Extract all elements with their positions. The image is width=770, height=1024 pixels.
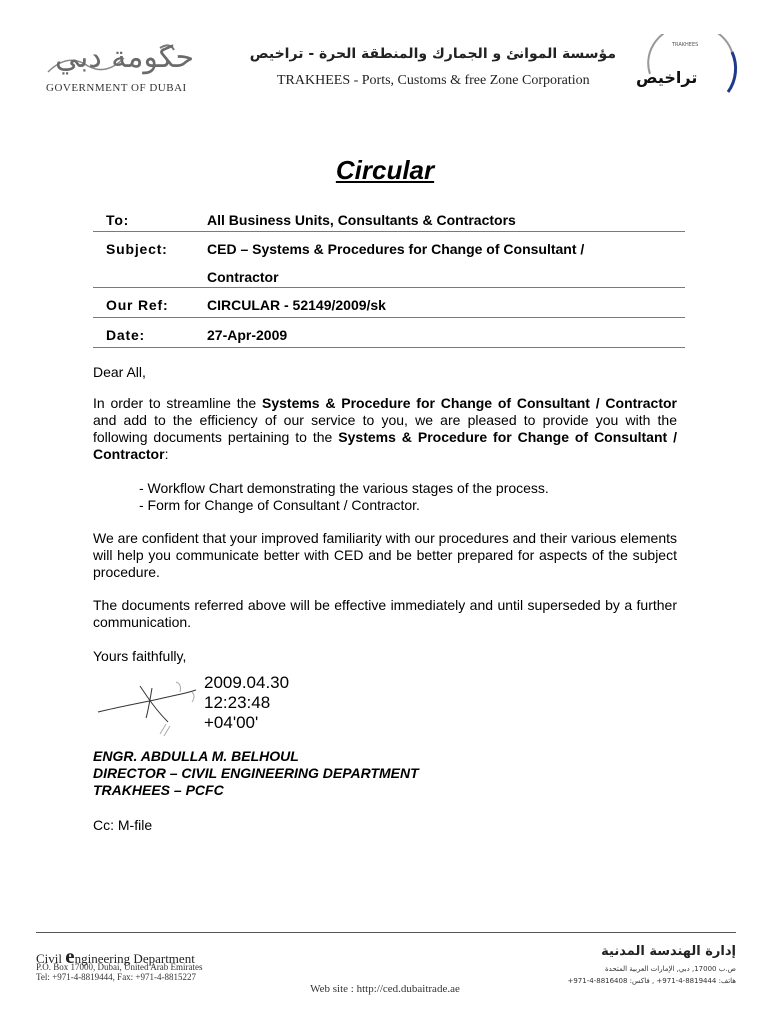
ref-value: CIRCULAR - 52149/2009/sk (207, 297, 386, 313)
p1-bold-b: Systems & Procedure for Change of Consultant / Contractor (93, 429, 677, 462)
handwritten-signature (92, 672, 202, 742)
date-label: Date: (106, 327, 146, 343)
footer-dept-e: e (65, 944, 75, 968)
closing: Yours faithfully, (93, 648, 187, 664)
info-row-subject (93, 231, 685, 288)
info-row-date (93, 317, 685, 348)
gov-arabic-wordmark: حكومة دبي (55, 40, 195, 75)
p1-text-a: In order to streamline the (93, 395, 262, 411)
signature-time: 12:23:48 (204, 693, 271, 712)
paragraph-3: The documents referred above will be effective immediately and until superseded by a further communication. (93, 597, 677, 630)
footer-arabic-address: ص.ب 17000, دبي, الإمارات العربية المتحدة (604, 965, 736, 973)
info-row-to (93, 209, 685, 232)
subject-label: Subject: (106, 241, 168, 257)
subject-line-2: Contractor (207, 269, 279, 285)
paragraph-1 (93, 395, 677, 463)
p1-text-c: : (164, 446, 169, 462)
footer-dept-rest: ngineering Department (74, 951, 195, 966)
ref-label: Our Ref: (106, 297, 169, 313)
trakhees-logo-arabic: تراخيص (636, 68, 698, 87)
list-item-workflow: - Workflow Chart demonstrating the various stages of the process. (139, 480, 549, 496)
gov-name: GOVERNMENT OF DUBAI (46, 82, 187, 94)
salutation: Dear All, (93, 364, 146, 380)
date-value: 27-Apr-2009 (207, 327, 288, 343)
footer-dept-civil: Civil (36, 951, 66, 966)
trakhees-english-name: TRAKHEES - Ports, Customs & free Zone Corporation (277, 73, 590, 88)
footer-divider (36, 932, 736, 933)
footer-arabic-department: إدارة الهندسة المدنية (601, 944, 736, 959)
to-value: All Business Units, Consultants & Contractors (207, 212, 516, 228)
trakhees-arabic-name: مؤسسة الموانئ و الجمارك والمنطقة الحرة - تراخيص (249, 46, 616, 62)
cc-line: Cc: M-file (93, 817, 153, 833)
subject-line-1: CED – Systems & Procedures for Change of Consultant / (207, 241, 585, 257)
info-row-ref (93, 287, 685, 318)
p1-text-b: and add to the efficiency of our service to you, we are pleased to provide you with the following documents pertaining to the (93, 412, 677, 445)
footer-arabic-tel: هاتف: 8819444-4-971+ , فاكس: 8816408-4-971+ (567, 977, 736, 985)
footer-website[interactable]: Web site : http://ced.dubaitrade.ae (310, 983, 460, 995)
signature-date: 2009.04.30 (204, 673, 290, 692)
list-item-form: - Form for Change of Consultant / Contractor. (139, 497, 420, 513)
page-title: Circular (335, 155, 435, 185)
to-label: To: (106, 212, 130, 228)
digital-signature-stamp (204, 673, 289, 733)
signature-timezone: +04'00' (204, 713, 259, 732)
signatory-title: DIRECTOR – CIVIL ENGINEERING DEPARTMENT (93, 765, 419, 781)
footer-tel: Tel: +971-4-8819444, Fax: +971-4-8815227 (36, 972, 197, 982)
p1-bold-a: Systems & Procedure for Change of Consultant / Contractor (262, 395, 677, 411)
signatory-org: TRAKHEES – PCFC (93, 782, 224, 798)
paragraph-2: We are confident that your improved familiarity with our procedures and their various elements will help you communicate better with CED and be better prepared for aspects of the subject procedure. (93, 530, 677, 580)
signatory-name: ENGR. ABDULLA M. BELHOUL (93, 748, 299, 764)
footer-address: P.O. Box 17000, Dubai, United Arab Emirates (36, 962, 203, 972)
logo-small-text: TRAKHEES (672, 42, 699, 48)
